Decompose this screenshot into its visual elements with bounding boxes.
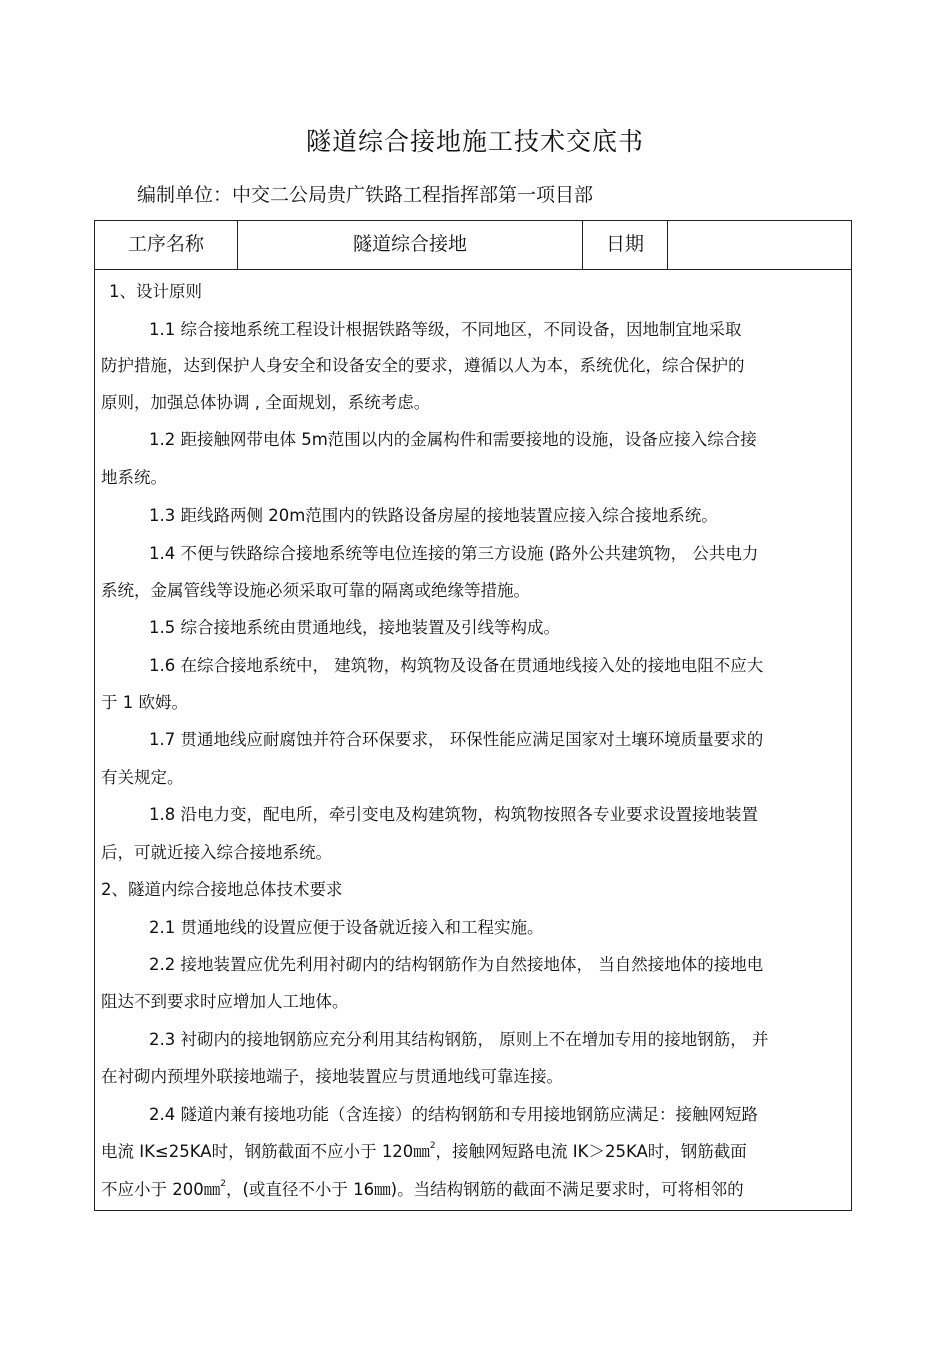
paragraph-line: 1.4 不便与铁路综合接地系统等电位连接的第三方设施 (路外公共建筑物， 公共电力	[149, 544, 759, 563]
paragraph-line: 1.3 距线路两侧 20m范围内的铁路设备房屋的接地装置应接入综合接地系统。	[149, 506, 718, 525]
paragraph-line: 2.4 隧道内兼有接地功能（含连接）的结构钢筋和专用接地钢筋应满足：接触网短路	[149, 1105, 758, 1124]
document-title: 隧道综合接地施工技术交底书	[305, 127, 644, 156]
paragraph-line: 原则，加强总体协调 , 全面规划，系统考虑。	[101, 393, 431, 412]
paragraph-line: 防护措施，达到保护人身安全和设备安全的要求，遵循以人为本，系统优化，综合保护的	[101, 356, 745, 375]
table-header-row	[95, 221, 851, 270]
paragraph-line: 后，可就近接入综合接地系统。	[101, 843, 332, 862]
text-run: ，接触网短路电流 IK＞25KA时，钢筋截面	[435, 1142, 747, 1161]
paragraph-line: 阻达不到要求时应增加人工地体。	[101, 992, 349, 1011]
paragraph-line: 系统，金属管线等设施必须采取可靠的隔离或绝缘等措施。	[101, 581, 530, 600]
paragraph-line: 2.3 衬砌内的接地钢筋应充分利用其结构钢筋， 原则上不在增加专用的接地钢筋， 并	[149, 1030, 769, 1049]
paragraph-line: 在衬砌内预埋外联接地端子，接地装置应与贯通地线可靠连接。	[101, 1067, 563, 1086]
paragraph-line: 地系统。	[101, 468, 167, 487]
paragraph-line: 1.8 沿电力变，配电所，牵引变电及构建筑物，构筑物按照各专业要求设置接地装置	[149, 805, 758, 824]
paragraph-line: 1.2 距接触网带电体 5m范围以内的金属构件和需要接地的设施，设备应接入综合接	[149, 430, 757, 449]
paragraph-line: 有关规定。	[101, 768, 184, 787]
paragraph-line: 1.1 综合接地系统工程设计根据铁路等级，不同地区，不同设备，因地制宜地采取	[149, 320, 742, 339]
paragraph-line: 1.6 在综合接地系统中， 建筑物，构筑物及设备在贯通地线接入处的接地电阻不应大	[149, 656, 764, 675]
paragraph-line: 2.1 贯通地线的设置应便于设备就近接入和工程实施。	[149, 918, 544, 937]
text-run: 电流 IK≤25KA时，钢筋截面不应小于 120㎜	[101, 1142, 430, 1161]
paragraph-line: 于 1 欧姆。	[101, 693, 188, 712]
disclosure-table	[94, 220, 852, 1211]
section-heading: 1、设计原则	[109, 282, 202, 301]
text-run: 不应小于 200㎜	[101, 1180, 221, 1199]
superscript: 2	[429, 1141, 436, 1151]
text-run: ，(或直径不小于 16㎜)。当结构钢筋的截面不满足要求时，可将相邻的	[225, 1180, 744, 1199]
paragraph-line	[101, 1176, 744, 1200]
compiling-unit: 编制单位：中交二公局贵广铁路工程指挥部第一项目部	[137, 184, 594, 206]
process-name-value: 隧道综合接地	[352, 233, 467, 255]
paragraph-line	[101, 1138, 747, 1162]
date-label: 日期	[605, 233, 644, 255]
section-heading: 2、隧道内综合接地总体技术要求	[101, 880, 343, 899]
date-value	[668, 221, 851, 269]
process-name-label: 工序名称	[127, 233, 204, 255]
paragraph-line: 2.2 接地装置应优先利用衬砌内的结构钢筋作为自然接地体， 当自然接地体的接地电	[149, 955, 764, 974]
paragraph-line: 1.7 贯通地线应耐腐蚀并符合环保要求， 环保性能应满足国家对土壤环境质量要求的	[149, 730, 764, 749]
superscript: 2	[220, 1179, 226, 1189]
paragraph-line: 1.5 综合接地系统由贯通地线，接地装置及引线等构成。	[149, 618, 560, 637]
